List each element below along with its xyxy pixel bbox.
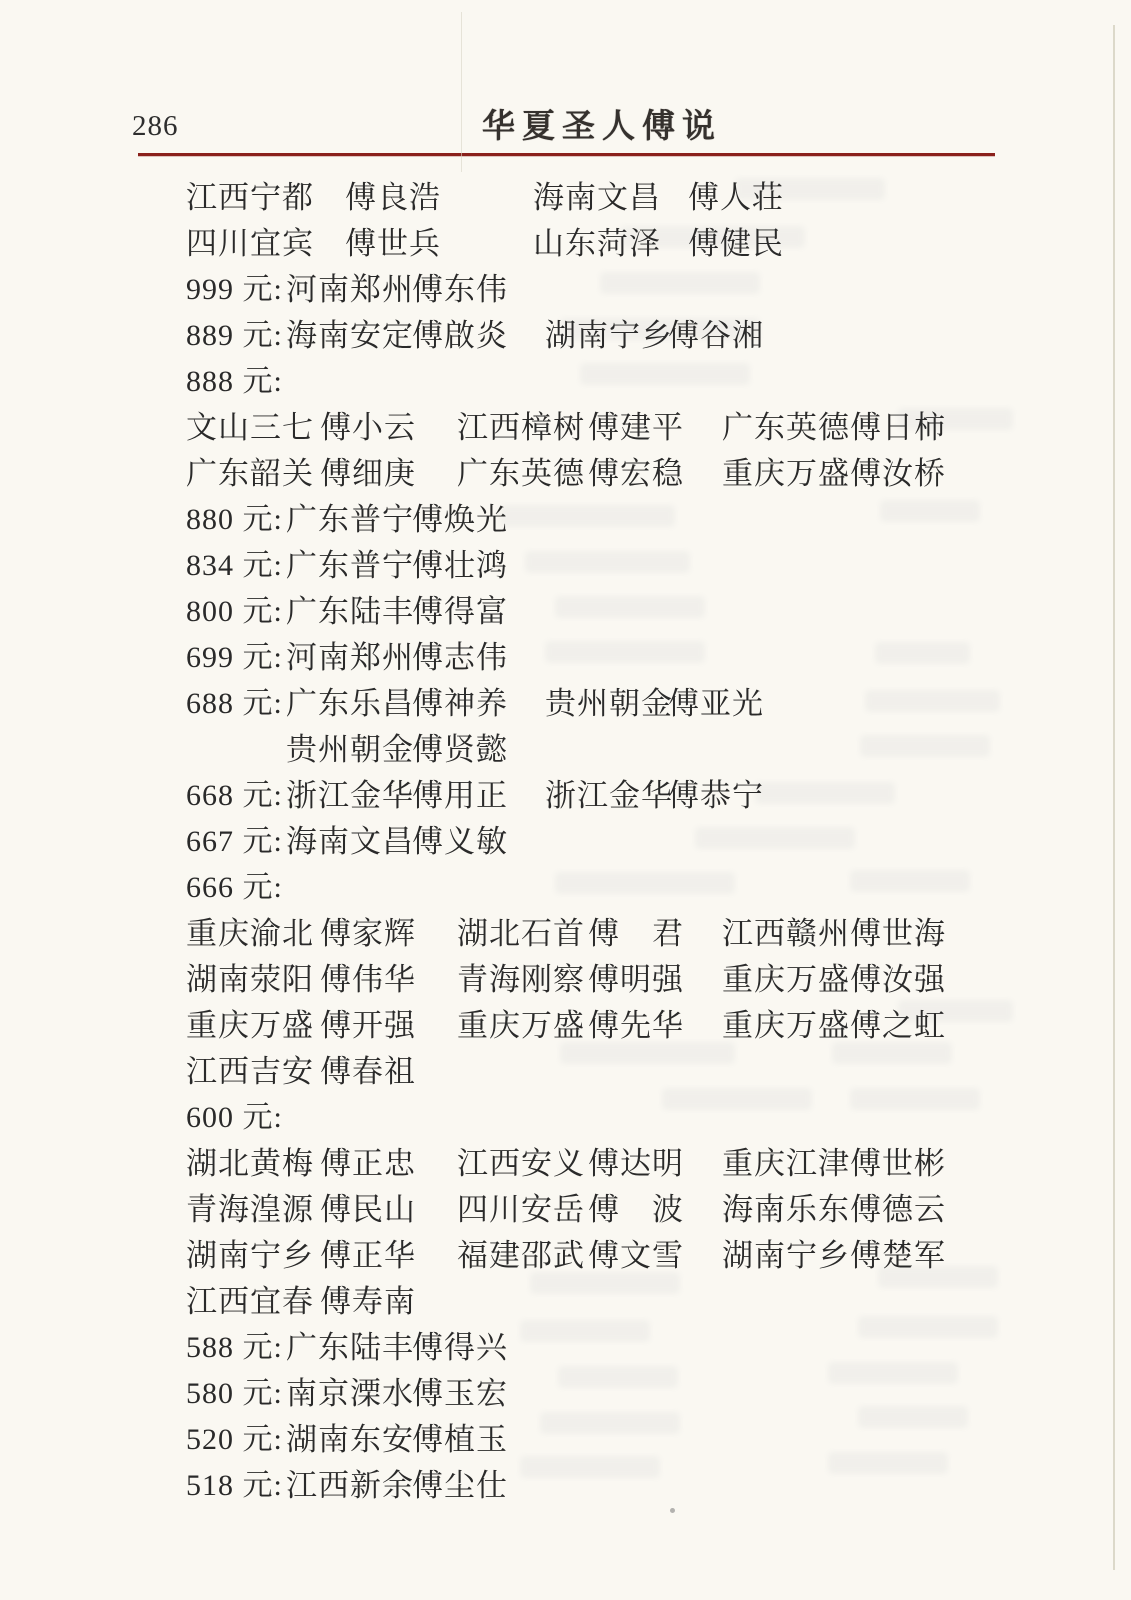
- donor-name: 傅良浩: [345, 180, 441, 215]
- donation-row: [0, 1092, 1131, 1134]
- donor-place: 四川安岳: [457, 1192, 585, 1227]
- donor-place: 湖南荥阳: [186, 962, 314, 997]
- donor-name: 傅植玉: [412, 1422, 508, 1457]
- donation-row: [0, 1000, 1131, 1042]
- donor-place: 江西安义: [457, 1146, 585, 1181]
- donation-row: [0, 1046, 1131, 1088]
- donor-name: 傅文雪: [588, 1238, 684, 1273]
- donor-name: 傅日柿: [850, 410, 946, 445]
- donor-name: 傅亚光: [668, 686, 764, 721]
- amount-label: 666 元:: [186, 871, 283, 904]
- book-title: 华夏圣人傅说: [482, 109, 722, 145]
- donation-row: [0, 264, 1131, 306]
- donation-row: [0, 540, 1131, 582]
- donor-place: 江西吉安: [186, 1054, 314, 1089]
- donor-place: 重庆万盛: [722, 962, 850, 997]
- donation-row: [0, 494, 1131, 536]
- donor-name: 傅达明: [588, 1146, 684, 1181]
- donor-place: 江西新余: [286, 1468, 414, 1503]
- amount-label: 600 元:: [186, 1101, 283, 1134]
- donor-place: 广东普宁: [286, 502, 414, 537]
- donor-name: 傅焕光: [412, 502, 508, 537]
- donor-name: 傅春祖: [320, 1054, 416, 1089]
- amount-label: 518 元:: [186, 1469, 283, 1502]
- donation-row: [0, 678, 1131, 720]
- donor-name: 傅义敏: [412, 824, 508, 859]
- donation-row: [0, 724, 1131, 766]
- donor-place: 广东英德: [457, 456, 585, 491]
- amount-label: 999 元:: [186, 273, 283, 306]
- donor-place: 重庆万盛: [186, 1008, 314, 1043]
- donation-row: [0, 356, 1131, 398]
- donation-row: [0, 448, 1131, 490]
- donor-place: 山东菏泽: [533, 226, 661, 261]
- donor-place: 贵州朝金: [545, 686, 673, 721]
- donor-place: 重庆万盛: [722, 1008, 850, 1043]
- donor-name: 傅宏稳: [588, 456, 684, 491]
- donor-name: 傅东伟: [412, 272, 508, 307]
- donor-place: 广东乐昌: [286, 686, 414, 721]
- donor-place: 重庆万盛: [457, 1008, 585, 1043]
- donor-name: 傅世兵: [345, 226, 441, 261]
- donation-row: [0, 1230, 1131, 1272]
- amount-label: 880 元:: [186, 503, 283, 536]
- donor-name: 傅德云: [850, 1192, 946, 1227]
- donation-row: [0, 908, 1131, 950]
- donor-name: 傅 君: [588, 916, 684, 951]
- donor-name: 傅之虹: [850, 1008, 946, 1043]
- donor-place: 海南文昌: [533, 180, 661, 215]
- amount-label: 688 元:: [186, 687, 283, 720]
- amount-label: 834 元:: [186, 549, 283, 582]
- amount-label: 668 元:: [186, 779, 283, 812]
- donor-name: 傅家辉: [320, 916, 416, 951]
- donor-place: 福建邵武: [457, 1238, 585, 1273]
- donation-row: [0, 310, 1131, 352]
- donor-place: 浙江金华: [545, 778, 673, 813]
- donor-name: 傅 波: [588, 1192, 684, 1227]
- donation-row: [0, 1322, 1131, 1364]
- donor-place: 四川宜宾: [186, 226, 314, 261]
- donor-name: 傅明强: [588, 962, 684, 997]
- donor-place: 广东陆丰: [286, 1330, 414, 1365]
- donor-place: 文山三七: [186, 410, 314, 445]
- scan-speck: [670, 1508, 675, 1513]
- donor-name: 傅正忠: [320, 1146, 416, 1181]
- scan-crease-line: [461, 12, 462, 172]
- donor-place: 广东陆丰: [286, 594, 414, 629]
- donor-place: 广东普宁: [286, 548, 414, 583]
- amount-label: 699 元:: [186, 641, 283, 674]
- donor-name: 傅细庚: [320, 456, 416, 491]
- donor-name: 傅贤懿: [412, 732, 508, 767]
- donor-name: 傅志伟: [412, 640, 508, 675]
- donor-name: 傅谷湘: [668, 318, 764, 353]
- amount-label: 588 元:: [186, 1331, 283, 1364]
- donor-place: 河南郑州: [286, 640, 414, 675]
- donor-name: 傅尘仕: [412, 1468, 508, 1503]
- donor-name: 傅民山: [320, 1192, 416, 1227]
- donor-name: 傅汝桥: [850, 456, 946, 491]
- amount-label: 520 元:: [186, 1423, 283, 1456]
- amount-label: 580 元:: [186, 1377, 283, 1410]
- donor-place: 江西赣州: [722, 916, 850, 951]
- donor-name: 傅用正: [412, 778, 508, 813]
- donor-place: 湖南宁乡: [186, 1238, 314, 1273]
- donation-row: [0, 218, 1131, 260]
- donor-place: 海南文昌: [286, 824, 414, 859]
- amount-label: 800 元:: [186, 595, 283, 628]
- donor-place: 广东韶关: [186, 456, 314, 491]
- donor-name: 傅正华: [320, 1238, 416, 1273]
- header-rule: [138, 153, 995, 156]
- donor-place: 江西宁都: [186, 180, 314, 215]
- donor-name: 傅壮鸿: [412, 548, 508, 583]
- donor-place: 重庆江津: [722, 1146, 850, 1181]
- amount-label: 889 元:: [186, 319, 283, 352]
- donation-row: [0, 1414, 1131, 1456]
- donation-row: [0, 586, 1131, 628]
- donor-place: 湖南宁乡: [545, 318, 673, 353]
- donor-place: 青海刚察: [457, 962, 585, 997]
- donor-place: 重庆万盛: [722, 456, 850, 491]
- donor-place: 广东英德: [722, 410, 850, 445]
- donor-place: 重庆渝北: [186, 916, 314, 951]
- donor-place: 河南郑州: [286, 272, 414, 307]
- donor-name: 傅啟炎: [412, 318, 508, 353]
- donation-row: [0, 862, 1131, 904]
- donation-row: [0, 1460, 1131, 1502]
- donor-place: 湖北石首: [457, 916, 585, 951]
- donation-row: [0, 816, 1131, 858]
- donor-name: 傅楚军: [850, 1238, 946, 1273]
- donor-name: 傅小云: [320, 410, 416, 445]
- donor-name: 傅得富: [412, 594, 508, 629]
- donation-row: [0, 402, 1131, 444]
- donor-name: 傅健民: [688, 226, 784, 261]
- donor-name: 傅伟华: [320, 962, 416, 997]
- donation-row: [0, 1138, 1131, 1180]
- donor-place: 浙江金华: [286, 778, 414, 813]
- donor-name: 傅世海: [850, 916, 946, 951]
- donor-place: 湖南宁乡: [722, 1238, 850, 1273]
- donor-place: 贵州朝金: [286, 732, 414, 767]
- amount-label: 667 元:: [186, 825, 283, 858]
- donor-place: 湖南东安: [286, 1422, 414, 1457]
- donor-name: 傅汝强: [850, 962, 946, 997]
- donor-place: 江西樟树: [457, 410, 585, 445]
- donor-place: 湖北黄梅: [186, 1146, 314, 1181]
- donation-row: [0, 770, 1131, 812]
- donor-name: 傅寿南: [320, 1284, 416, 1319]
- donation-row: [0, 172, 1131, 214]
- donor-place: 南京溧水: [286, 1376, 414, 1411]
- donation-row: [0, 1276, 1131, 1318]
- donation-row: [0, 1368, 1131, 1410]
- donor-name: 傅开强: [320, 1008, 416, 1043]
- donor-place: 江西宜春: [186, 1284, 314, 1319]
- donation-row: [0, 1184, 1131, 1226]
- amount-label: 888 元:: [186, 365, 283, 398]
- donor-place: 海南安定: [286, 318, 414, 353]
- donation-row: [0, 954, 1131, 996]
- donor-name: 傅世彬: [850, 1146, 946, 1181]
- donor-name: 傅玉宏: [412, 1376, 508, 1411]
- donor-place: 青海湟源: [186, 1192, 314, 1227]
- donor-name: 傅先华: [588, 1008, 684, 1043]
- donation-row: [0, 632, 1131, 674]
- page-number: 286: [132, 110, 179, 142]
- donor-name: 傅建平: [588, 410, 684, 445]
- donor-name: 傅恭宁: [668, 778, 764, 813]
- donor-place: 海南乐东: [722, 1192, 850, 1227]
- donor-name: 傅得兴: [412, 1330, 508, 1365]
- donor-name: 傅人荘: [688, 180, 784, 215]
- donor-name: 傅神养: [412, 686, 508, 721]
